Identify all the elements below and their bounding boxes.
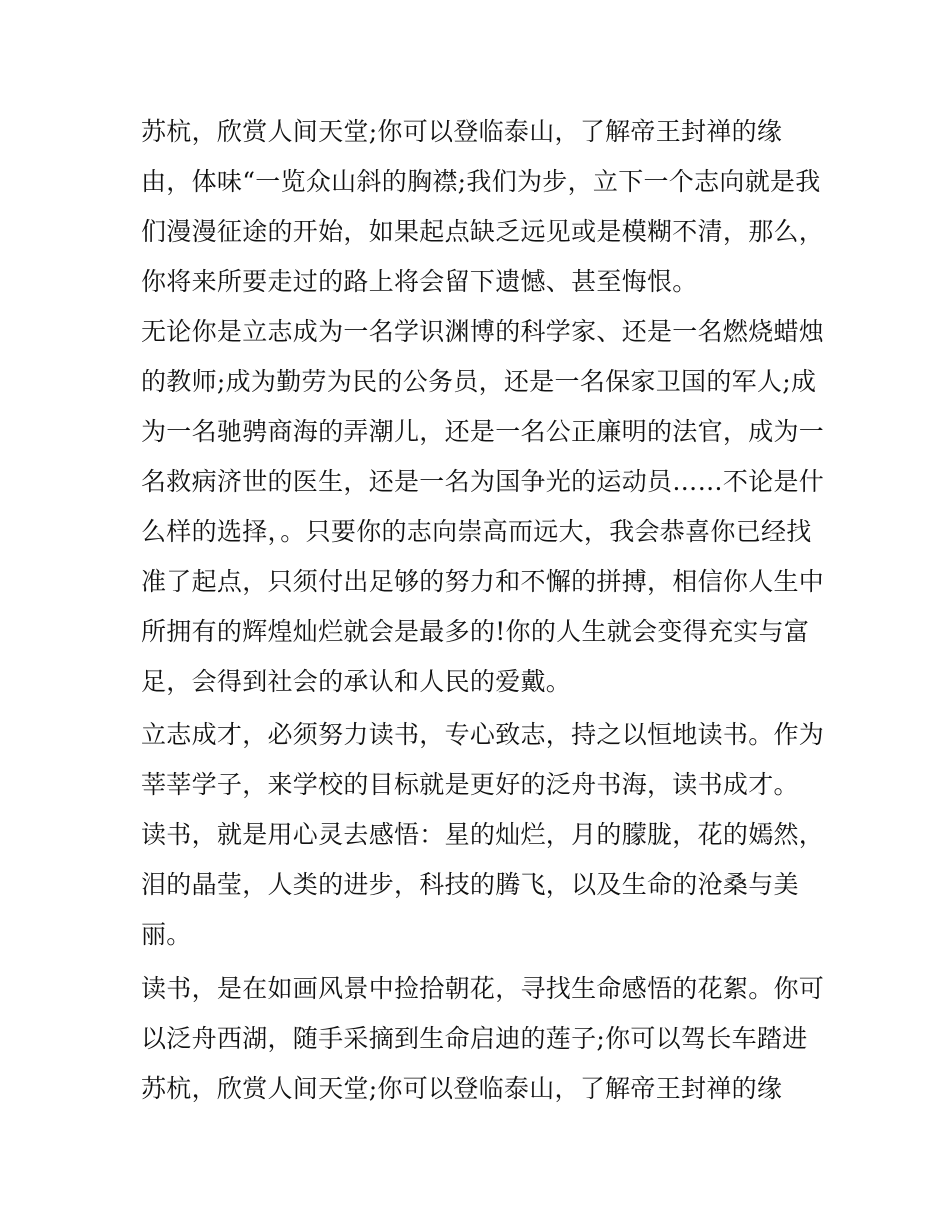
text-line: 由，体味“一览众山斜的胸襟;我们为步，立下一个志向就是我 [141,167,821,196]
text-line: 泪的晶莹，人类的进步，科技的腾飞，以及生命的沧桑与美 [141,870,799,899]
text-line: 以泛舟西湖，随手采摘到生命启迪的莲子;你可以驾长车踏进 [141,1024,808,1053]
text-line: 读书，就是用心灵去感悟：星的灿烂，月的朦胧，花的嫣然， [141,820,825,849]
text-line: 苏杭，欣赏人间天堂;你可以登临泰山，了解帝王封禅的缘 [141,117,783,146]
text-line: 立志成才，必须努力读书，专心致志，持之以恒地读书。作为 [141,720,825,749]
text-line: 丽。 [141,920,192,949]
text-line: 莘莘学子，来学校的目标就是更好的泛舟书海，读书成才。 [141,770,799,799]
text-line: 无论你是立志成为一名学识渊博的科学家、还是一名燃烧蜡烛 [141,317,825,346]
text-line: 所拥有的辉煌灿烂就会是最多的!你的人生就会变得充实与富 [141,617,810,646]
text-line: 足，会得到社会的承认和人民的爱戴。 [141,667,572,696]
text-line: 读书，是在如画风景中捡拾朝花，寻找生命感悟的花絮。你可 [141,974,825,1003]
text-line: 的教师;成为勤劳为民的公务员，还是一名保家卫国的军人;成 [141,367,817,396]
text-line: 么样的选择，。只要你的志向崇高而远大，我会恭喜你已经找 [141,517,812,546]
text-line: 名救病济世的医生，还是一名为国争光的运动员……不论是什 [141,467,825,496]
text-line: 苏杭，欣赏人间天堂;你可以登临泰山，了解帝王封禅的缘 [141,1074,783,1103]
text-line: 们漫漫征途的开始，如果起点缺乏远见或是模糊不清，那么， [141,217,825,246]
text-line: 为一名驰骋商海的弄潮儿，还是一名公正廉明的法官，成为一 [141,417,825,446]
text-line: 你将来所要走过的路上将会留下遗憾、甚至悔恨。 [141,267,698,296]
text-line: 准了起点，只须付出足够的努力和不懈的拼搏，相信你人生中 [141,567,825,596]
